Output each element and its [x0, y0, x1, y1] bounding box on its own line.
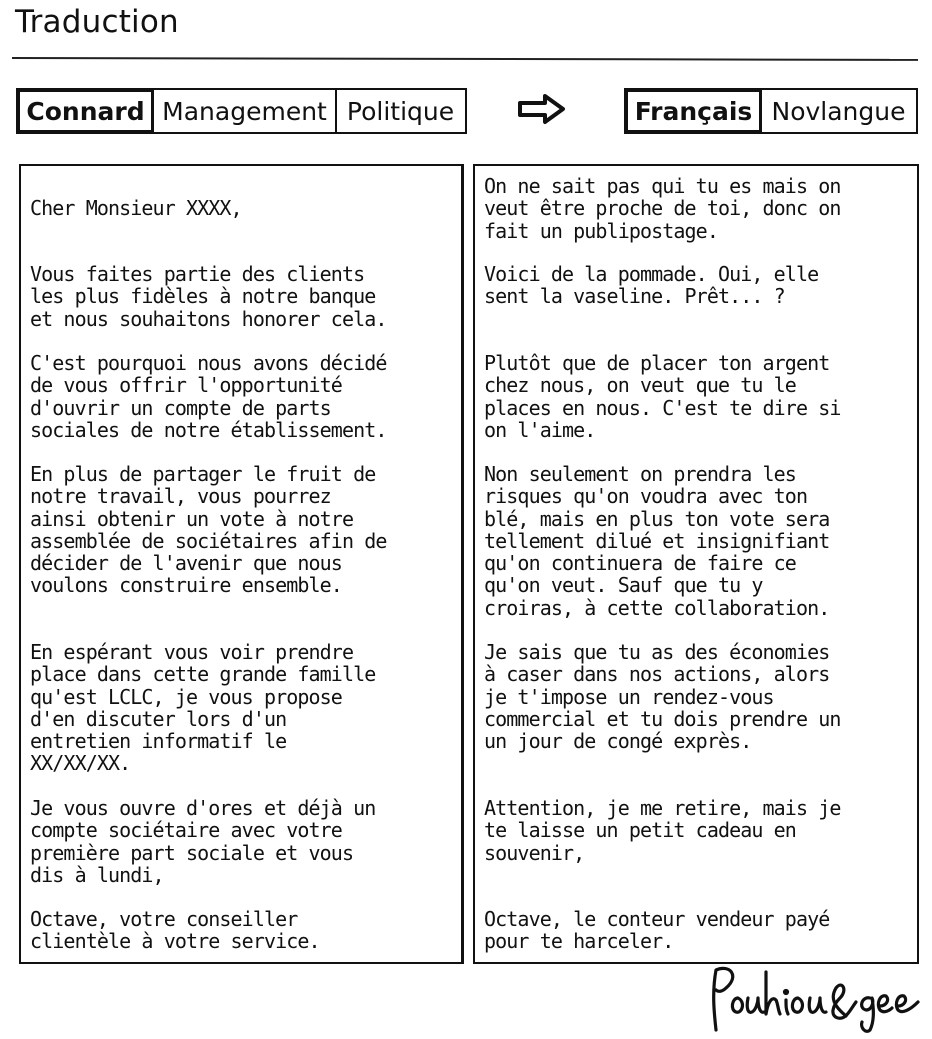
right-arrow-icon[interactable]: [517, 92, 567, 126]
tab-politique[interactable]: Politique: [346, 96, 455, 126]
translated-paragraph: On ne sait pas qui tu es mais on veut être proche de toi, donc on fait un publipostage.: [484, 174, 841, 243]
translated-paragraph: Attention, je me retire, mais je te laisse un petit cadeau en souvenir,: [484, 796, 841, 865]
source-paragraph: En plus de partager le fruit de notre travail, vous pourrez ainsi obtenir un vote à notre assemblée de sociétaires afin de décider de l'avenir que nous voulons construire ensemble.: [30, 462, 387, 598]
translated-paragraph: Non seulement on prendra les risques qu'on voudra avec ton blé, mais en plus ton vote sera tellement dilué et insignifiant qu'on continuera de faire ce qu'on veut. Sauf que tu y croiras, à cette collaboration.: [484, 462, 830, 620]
tab-connard[interactable]: Connard: [17, 89, 154, 133]
source-paragraph: Cher Monsieur XXXX,: [30, 196, 242, 220]
translated-paragraph: Je sais que tu as des économies à caser dans nos actions, alors je t'impose un rendez-vous commercial et tu dois prendre un un jour de congé exprès.: [484, 640, 841, 754]
tab-novlangue[interactable]: Novlangue: [771, 96, 906, 126]
tab-management[interactable]: Management: [154, 90, 337, 132]
page-title: Traduction: [15, 4, 179, 40]
target-language-tabs: [624, 88, 918, 134]
source-paragraph: Vous faites partie des clients les plus fidèles à notre banque et nous souhaitons honorer cela.: [30, 262, 387, 331]
source-paragraph: Je vous ouvre d'ores et déjà un compte sociétaire avec votre première part sociale et vous dis à lundi,: [30, 796, 376, 887]
source-paragraph: C'est pourquoi nous avons décidé de vous offrir l'opportunité d'ouvrir un compte de parts sociales de notre établissement.: [30, 351, 387, 442]
tab-francais[interactable]: Français: [625, 89, 762, 133]
translated-paragraph: Plutôt que de placer ton argent chez nous, on veut que tu le places en nous. C'est te dire si on l'aime.: [484, 351, 841, 442]
translated-paragraph: Octave, le conteur vendeur payé pour te harceler.: [484, 907, 830, 954]
source-language-tabs: [16, 88, 467, 134]
author-signature: [706, 962, 924, 1034]
source-paragraph: En espérant vous voir prendre place dans cette grande famille qu'est LCLC, je vous propose d'en discuter lors d'un entretien informatif le XX/XX/XX.: [30, 640, 376, 776]
translated-paragraph: Voici de la pommade. Oui, elle sent la vaseline. Prêt... ?: [484, 262, 819, 309]
title-divider: [12, 57, 918, 61]
source-paragraph: Octave, votre conseiller clientèle à votre service.: [30, 907, 320, 954]
